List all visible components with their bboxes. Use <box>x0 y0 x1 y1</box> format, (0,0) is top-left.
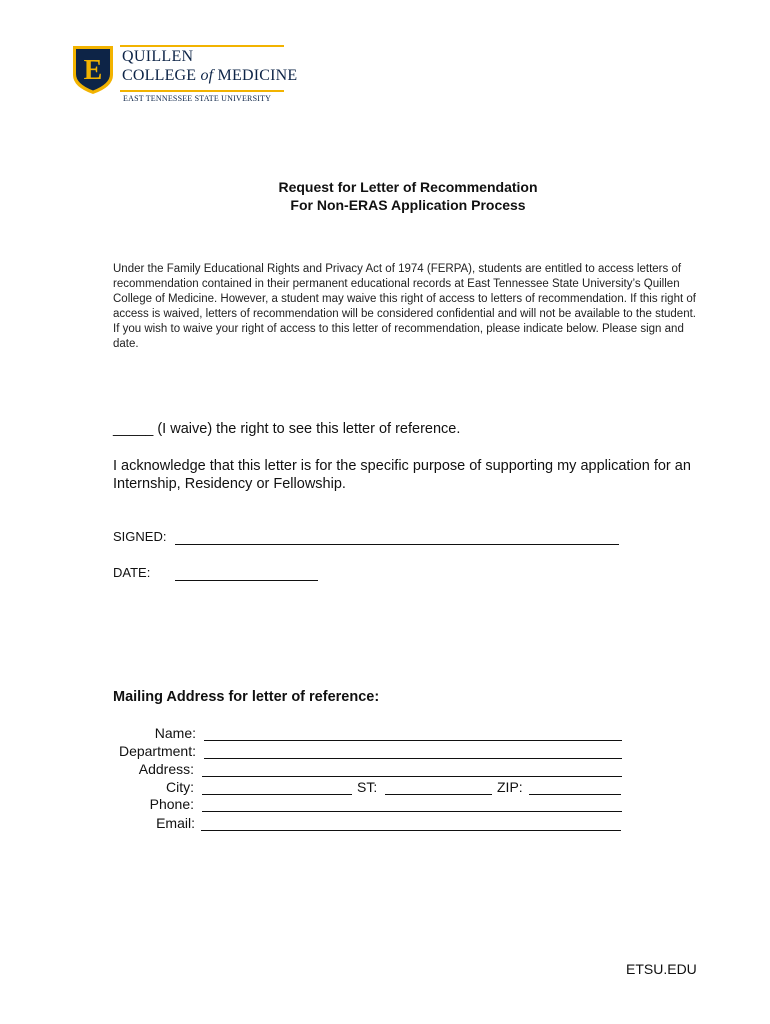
name-label: Name: <box>154 725 196 741</box>
shield-letter: E <box>83 55 103 86</box>
city-label: City: <box>166 779 194 795</box>
logo-rule-top <box>120 45 284 47</box>
address-field[interactable] <box>202 776 622 777</box>
logo-line-university: EAST TENNESSEE STATE UNIVERSITY <box>123 94 272 103</box>
page-subtitle: For Non-ERAS Application Process <box>290 197 526 213</box>
acknowledgement-text: I acknowledge that this letter is for the specific purpose of supporting my application for an Internship, Residency or Fellowship. <box>113 458 691 492</box>
ferpa-paragraph: Under the Family Educational Rights and Privacy Act of 1974 (FERPA), students are entitled to access letters of recommendation contained in their permanent educational records at East Tennessee State University’s Quillen College of Medicine. However, a student may waive this right of access to letters of recommendation. If this right of access is waived, letters of recommendation will be considered confidential and will not be available to the student. If you wish to waive your right of access to this letter of recommendation, please indicate below. Please sign and date. <box>113 263 696 350</box>
date-label: DATE: <box>113 565 151 580</box>
zip-field[interactable] <box>529 794 621 795</box>
logo-line-college: COLLEGE of MEDICINE <box>122 67 298 84</box>
phone-field[interactable] <box>202 811 622 812</box>
phone-label: Phone: <box>149 796 194 812</box>
email-field[interactable] <box>201 830 621 831</box>
city-field[interactable] <box>202 794 352 795</box>
footer-website: ETSU.EDU <box>626 961 697 977</box>
waive-statement <box>113 421 460 437</box>
name-field[interactable] <box>204 740 622 741</box>
etsu-shield-icon <box>72 45 114 95</box>
waive-text: (I waive) the right to see this letter of reference. <box>153 421 461 437</box>
waive-initial-blank[interactable]: _____ <box>113 421 154 437</box>
department-label: Department: <box>118 743 196 759</box>
logo-line-quillen: QUILLEN <box>122 48 194 65</box>
state-field[interactable] <box>385 794 492 795</box>
logo-rule-bottom <box>120 90 284 92</box>
email-label: Email: <box>156 815 195 831</box>
state-label: ST: <box>357 779 378 795</box>
signed-label: SIGNED: <box>113 529 167 544</box>
address-label: Address: <box>138 761 194 777</box>
date-line[interactable] <box>175 580 318 581</box>
zip-label: ZIP: <box>497 779 523 795</box>
mailing-address-heading: Mailing Address for letter of reference: <box>113 689 380 705</box>
page-title: Request for Letter of Recommendation <box>278 179 538 195</box>
signature-line[interactable] <box>175 544 619 545</box>
department-field[interactable] <box>204 758 622 759</box>
